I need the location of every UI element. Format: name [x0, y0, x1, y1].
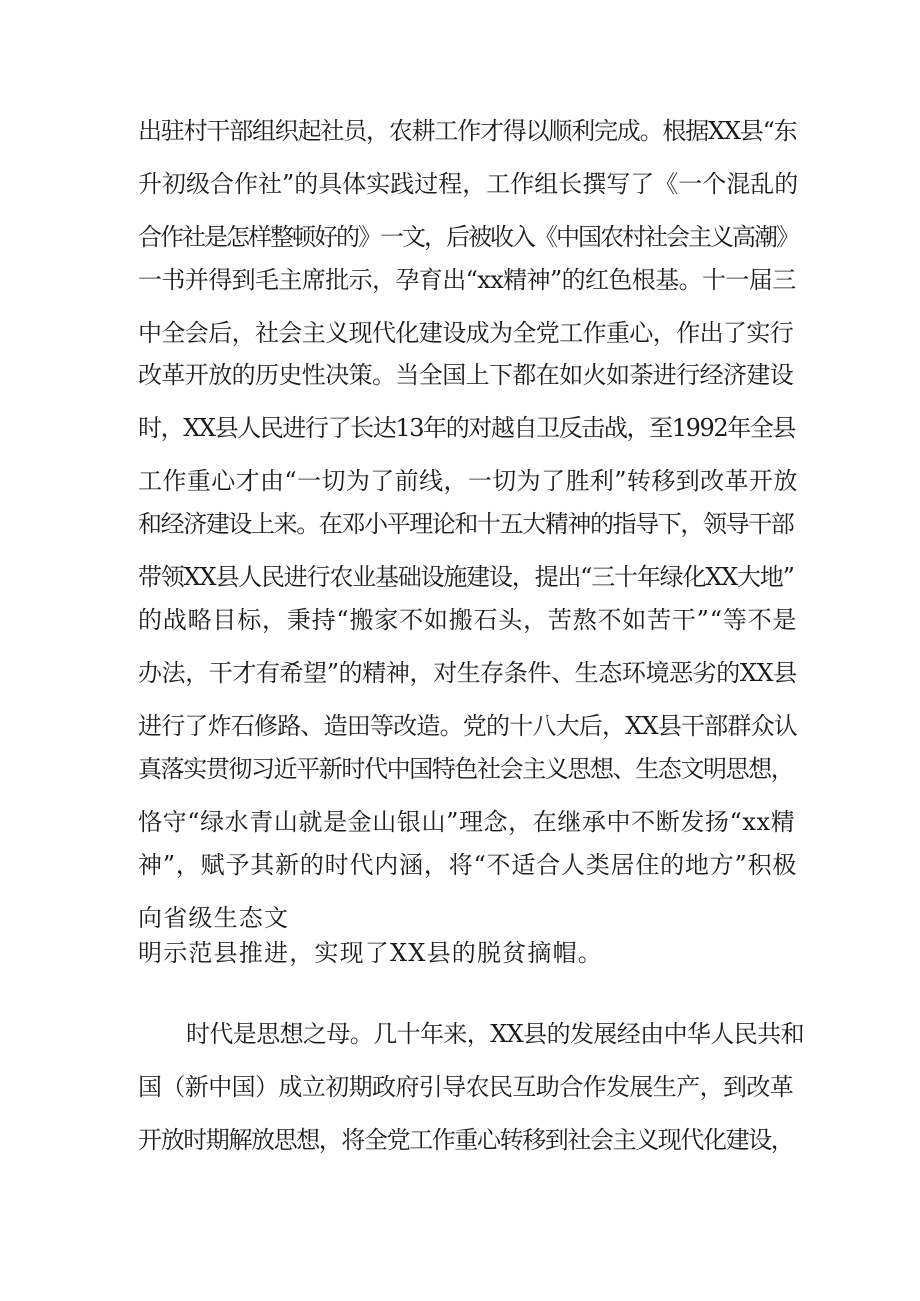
- text-line: 一书并得到毛主席批示，孕育出“xx精神”的红色根基。十一届三: [138, 266, 796, 294]
- text-line: 合作社是怎样整顿好的》一文，后被收入《中国农村社会主义高潮》: [138, 223, 798, 251]
- text-line: 时，XX县人民进行了长达13年的对越自卫反击战，至1992年全县: [138, 414, 795, 442]
- text-line: 神”，赋予其新的时代内涵，将“不适合人类居住的地方”积极: [138, 851, 798, 879]
- text-line: 明示范县推进，实现了XX县的脱贫摘帽。: [138, 939, 603, 967]
- text-line: 工作重心才由“一切为了前线，一切为了胜利”转移到改革开放: [138, 467, 798, 495]
- text-line: 中全会后，社会主义现代化建设成为全党工作重心，作出了实行: [138, 319, 794, 347]
- text-line: 办法，干才有希望”的精神，对生存条件、生态环境恶劣的XX县: [138, 659, 797, 687]
- text-line: 进行了炸石修路、造田等改造。党的十八大后，XX县干部群众认: [138, 712, 797, 740]
- text-line: 的战略目标，秉持“搬家不如搬石头，苦熬不如苦干”“等不是: [138, 606, 798, 634]
- text-line: 真落实贯彻习近平新时代中国特色社会主义思想、生态文明思想，: [138, 755, 794, 783]
- paragraph-first-line: 时代是思想之母。几十年来，XX县的发展经由中华人民共和: [186, 1020, 804, 1048]
- text-line: 恪守“绿水青山就是金山银山”理念，在继承中不断发扬“xx精: [138, 808, 796, 836]
- text-line: 国（新中国）成立初期政府引导农民互助合作发展生产，到改革: [138, 1073, 794, 1101]
- text-line: 和经济建设上来。在邓小平理论和十五大精神的指导下，领导干部: [138, 510, 794, 538]
- text-line: 开放时期解放思想，将全党工作重心转移到社会主义现代化建设，: [138, 1126, 794, 1154]
- text-line: 带领XX县人民进行农业基础设施建设，提出“三十年绿化XX大地”: [138, 563, 794, 591]
- text-line: 升初级合作社”的具体实践过程，工作组长撰写了《一个混乱的: [138, 170, 799, 198]
- text-line: 改革开放的历史性决策。当全国上下都在如火如荼进行经济建设: [138, 361, 794, 389]
- text-line: 出驻村干部组织起社员，农耕工作才得以顺利完成。根据XX县“东: [138, 117, 797, 145]
- text-line: 向省级生态文: [138, 904, 290, 932]
